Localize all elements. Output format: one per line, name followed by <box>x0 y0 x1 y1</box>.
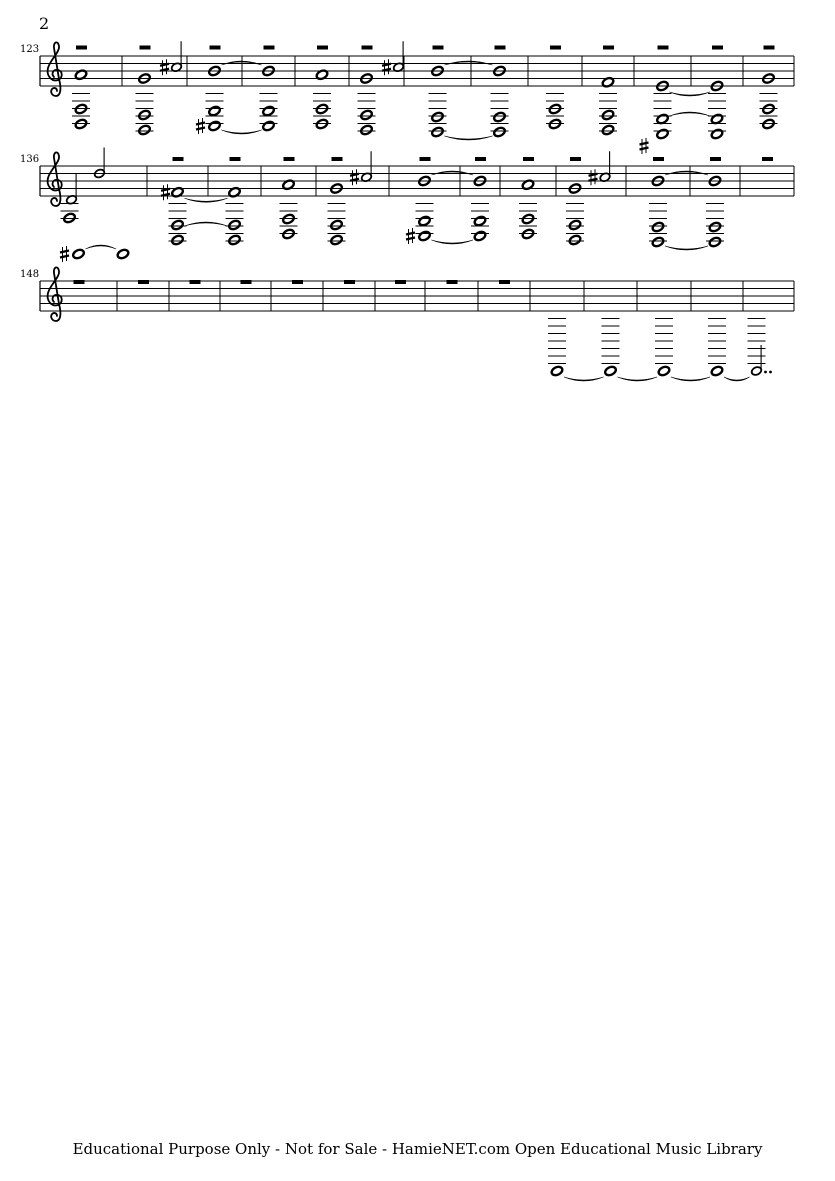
whole-rest <box>764 46 775 50</box>
whole-note <box>330 234 343 246</box>
whole-rest <box>173 157 184 161</box>
whole-rest <box>190 280 201 284</box>
whole-note <box>208 120 221 132</box>
whole-note <box>138 124 151 136</box>
page-number: 2 <box>39 14 50 33</box>
sharp-sign <box>350 169 359 185</box>
tie <box>86 245 117 249</box>
whole-note <box>360 109 373 121</box>
half-note <box>392 41 404 72</box>
footer-text: Educational Purpose Only - Not for Sale - HamieNET.com Open Educational Music Library <box>72 1140 763 1158</box>
tie <box>185 198 228 202</box>
sharp-sign <box>60 246 69 262</box>
whole-rest <box>241 280 252 284</box>
whole-rest <box>264 46 275 50</box>
whole-rest <box>495 46 506 50</box>
whole-note <box>601 124 614 136</box>
treble-clef <box>48 152 62 206</box>
sharp-sign <box>406 228 415 244</box>
whole-rest <box>762 157 773 161</box>
whole-note <box>431 111 444 123</box>
whole-note <box>657 365 670 377</box>
whole-rest <box>395 280 406 284</box>
tie <box>670 92 711 96</box>
half-note <box>750 345 762 376</box>
whole-rest <box>76 46 87 50</box>
whole-rest <box>284 157 295 161</box>
whole-rest <box>362 46 373 50</box>
whole-rest <box>433 46 444 50</box>
whole-rest <box>140 46 151 50</box>
half-note <box>599 151 611 182</box>
half-note <box>360 151 372 182</box>
sharp-sign <box>160 59 169 75</box>
whole-note <box>651 221 664 233</box>
whole-rest <box>523 157 534 161</box>
tie <box>432 240 474 244</box>
whole-note <box>651 236 664 248</box>
whole-rest <box>447 280 458 284</box>
whole-note <box>656 128 669 140</box>
whole-rest <box>317 46 328 50</box>
whole-note <box>72 248 85 260</box>
half-note <box>93 148 105 179</box>
whole-rest <box>230 157 241 161</box>
half-note <box>170 41 182 72</box>
whole-note <box>710 365 723 377</box>
whole-note <box>171 219 184 231</box>
system-2 <box>20 138 794 250</box>
whole-note <box>550 365 563 377</box>
measure-number: 136 <box>20 154 40 165</box>
whole-note <box>601 109 614 121</box>
treble-clef <box>48 42 62 96</box>
sharp-sign <box>382 59 391 75</box>
sharp-sign <box>161 184 170 200</box>
whole-note <box>418 215 431 227</box>
whole-note <box>568 234 581 246</box>
whole-note <box>604 365 617 377</box>
whole-note <box>710 128 723 140</box>
whole-rest <box>475 157 486 161</box>
sharp-sign <box>196 118 205 134</box>
measure-number: 123 <box>20 44 40 55</box>
whole-note <box>262 120 275 132</box>
whole-rest <box>499 280 510 284</box>
measure-number: 148 <box>20 269 40 280</box>
whole-rest <box>138 280 149 284</box>
whole-rest <box>658 46 669 50</box>
whole-rest <box>653 157 664 161</box>
dot <box>769 371 772 374</box>
whole-note <box>330 219 343 231</box>
whole-rest <box>420 157 431 161</box>
tie <box>671 377 710 381</box>
whole-note <box>228 219 241 231</box>
whole-note <box>708 236 721 248</box>
whole-note <box>431 126 444 138</box>
whole-rest <box>712 46 723 50</box>
whole-rest <box>550 46 561 50</box>
sharp-sign <box>589 169 598 185</box>
whole-rest <box>603 46 614 50</box>
whole-rest <box>74 280 85 284</box>
whole-rest <box>570 157 581 161</box>
whole-note <box>493 126 506 138</box>
whole-note <box>171 234 184 246</box>
whole-note <box>473 215 486 227</box>
whole-rest <box>210 46 221 50</box>
tie <box>445 136 493 140</box>
system-3 <box>20 245 794 381</box>
whole-note <box>116 248 129 260</box>
tie <box>618 377 658 381</box>
whole-note <box>568 219 581 231</box>
whole-note <box>208 105 221 117</box>
dot <box>764 371 767 374</box>
system-1 <box>20 41 794 140</box>
whole-note <box>473 230 486 242</box>
whole-rest <box>332 157 343 161</box>
tie <box>724 377 750 381</box>
tie <box>185 222 228 226</box>
whole-rest <box>344 280 355 284</box>
sharp-sign <box>640 138 649 154</box>
whole-note <box>262 105 275 117</box>
treble-clef <box>48 267 62 321</box>
tie <box>670 112 711 116</box>
whole-note <box>708 221 721 233</box>
whole-rest <box>292 280 303 284</box>
tie <box>564 377 604 381</box>
whole-note <box>360 124 373 136</box>
whole-rest <box>710 157 721 161</box>
whole-note <box>493 111 506 123</box>
half-note <box>65 174 77 205</box>
tie <box>665 246 708 250</box>
tie <box>222 130 262 134</box>
whole-note <box>418 230 431 242</box>
whole-note <box>228 234 241 246</box>
whole-note <box>138 109 151 121</box>
